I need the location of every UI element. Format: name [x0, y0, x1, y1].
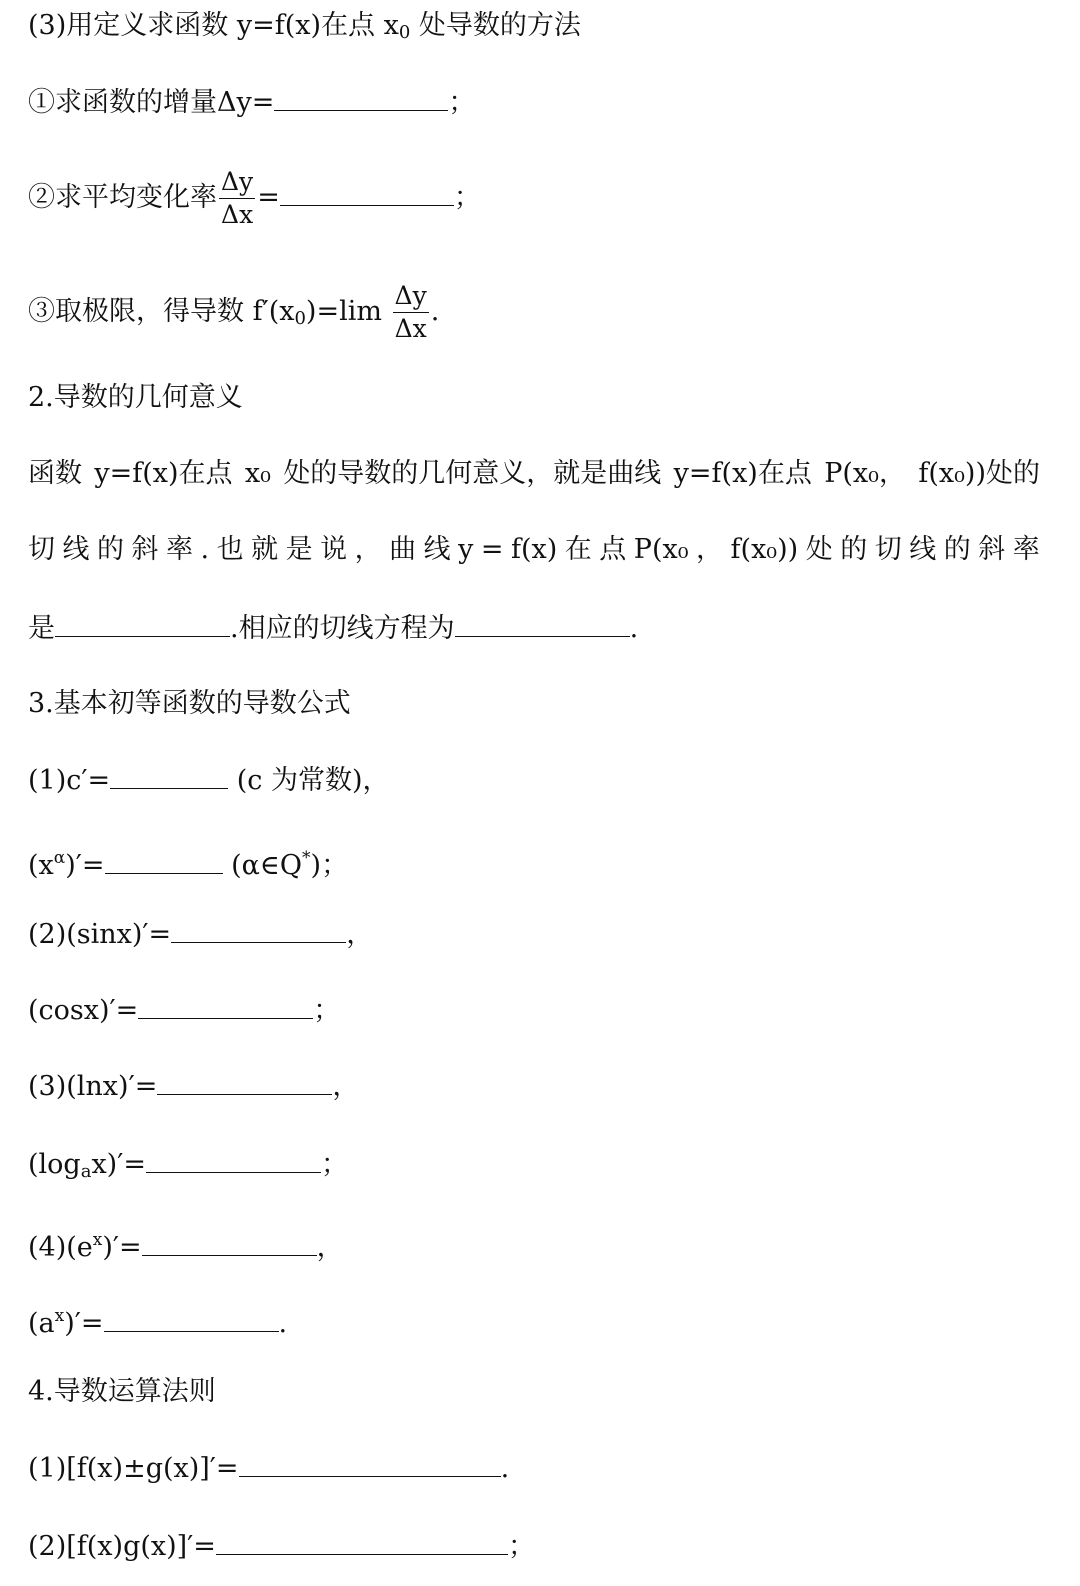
- rule-1-blank[interactable]: [239, 1448, 501, 1477]
- paragraph-word: 斜: [978, 534, 1006, 565]
- formula-5-blank[interactable]: [157, 1066, 332, 1095]
- paragraph-word: 也: [216, 534, 244, 565]
- formulas-heading: 3.基本初等函数的导数公式: [28, 688, 351, 719]
- paragraph-word: 切: [874, 534, 902, 565]
- paragraph-word: 函数: [28, 458, 82, 489]
- paragraph-word: 在: [564, 534, 592, 565]
- paragraph-word: y=f(x)在点: [94, 458, 233, 489]
- geometric-heading: 2.导数的几何意义: [28, 382, 243, 413]
- paragraph-word: P(x₀: [633, 534, 689, 565]
- paragraph-word: 的: [840, 534, 868, 565]
- paragraph-word: 曲: [389, 534, 417, 565]
- paragraph-word: 率: [1012, 534, 1040, 565]
- tangent-equation-blank[interactable]: [455, 608, 630, 637]
- paragraph-word: 线: [909, 534, 937, 565]
- formula-2: $(x^\alpha)'=$ (α∈Q*)；: [28, 838, 348, 886]
- formula-6-blank[interactable]: [146, 1144, 321, 1173]
- paragraph-word: ，: [354, 534, 382, 565]
- paragraph-word: f(x): [510, 534, 558, 565]
- paragraph-word: 点: [599, 534, 627, 565]
- step3-line: ③取极限，得导数 $f'(x_0)=\lim$ $\frac{\Delta y}{\Delta x}$ .: [28, 281, 440, 343]
- paragraph-word: 切: [28, 534, 55, 565]
- paragraph-word: x₀: [244, 458, 271, 489]
- paragraph-word: P(x₀，: [824, 458, 906, 489]
- formula-8-blank[interactable]: [104, 1303, 279, 1332]
- paragraph-word: 的: [97, 534, 124, 565]
- step1-line: ①求函数的增量Δy= ；: [28, 82, 475, 123]
- paragraph-word: .: [200, 534, 210, 565]
- paragraph-word: y=f(x)在点: [673, 458, 812, 489]
- paragraph-word: f(x₀))处的: [918, 458, 1040, 489]
- formula-7-blank[interactable]: [142, 1227, 317, 1256]
- formula-1-blank[interactable]: [110, 760, 228, 789]
- formula-3: (2)(sinx)′= ，: [28, 914, 373, 955]
- paragraph-word: =: [480, 534, 504, 565]
- slope-blank[interactable]: [55, 608, 230, 637]
- formula-8: $(a^x)'=$ .: [28, 1296, 287, 1344]
- rule-2-blank[interactable]: [216, 1526, 508, 1555]
- method-heading: (3)用定义求函数 y=f(x)在点 $x_0$ 处导数的方法: [28, 10, 581, 43]
- paragraph-word: 是: [285, 534, 313, 565]
- paragraph-word: 线: [423, 534, 451, 565]
- paragraph-word: 说: [320, 534, 348, 565]
- geometric-line-2: [28, 530, 1040, 570]
- step2-blank[interactable]: [280, 177, 454, 206]
- paragraph-word: y: [458, 534, 474, 565]
- paragraph-word: 处: [805, 534, 833, 565]
- step1-blank[interactable]: [274, 82, 448, 111]
- paragraph-word: 斜: [131, 534, 159, 565]
- paragraph-word: ，: [696, 534, 724, 565]
- formula-5: (3)(lnx)′= ，: [28, 1066, 359, 1107]
- formula-1: (1)c′= (c 为常数)，: [28, 760, 389, 801]
- geometric-line-3: 是 .相应的切线方程为 .: [28, 608, 638, 649]
- rule-2: (2)[f(x)g(x)]′= ；: [28, 1526, 535, 1567]
- paragraph-word: 率: [166, 534, 193, 565]
- formula-2-blank[interactable]: [105, 845, 223, 874]
- paragraph-word: f(x₀)): [730, 534, 799, 565]
- paragraph-word: 处的导数的几何意义，就是曲线: [283, 458, 662, 489]
- paragraph-word: 线: [62, 534, 90, 565]
- paragraph-word: 就: [251, 534, 279, 565]
- geometric-line-1: [28, 454, 1040, 494]
- paragraph-word: 的: [943, 534, 971, 565]
- formula-7: $(4)(e^x)'=$ ，: [28, 1220, 344, 1268]
- rules-heading: 4.导数运算法则: [28, 1376, 216, 1407]
- formula-6: $(\log_ax)'=$ ；: [28, 1144, 348, 1192]
- step3-fraction: $\frac{\Delta y}{\Delta x}$: [394, 281, 427, 343]
- step2-fraction: $\frac{\Delta y}{\Delta x}$: [221, 167, 254, 229]
- rule-1: (1)[f(x)±g(x)]′= .: [28, 1448, 509, 1489]
- formula-4: (cosx)′= ；: [28, 990, 340, 1031]
- formula-4-blank[interactable]: [138, 990, 313, 1019]
- formula-3-blank[interactable]: [171, 914, 346, 943]
- step2-line: ②求平均变化率 $\frac{\Delta y}{\Delta x}$ = ；: [28, 167, 481, 229]
